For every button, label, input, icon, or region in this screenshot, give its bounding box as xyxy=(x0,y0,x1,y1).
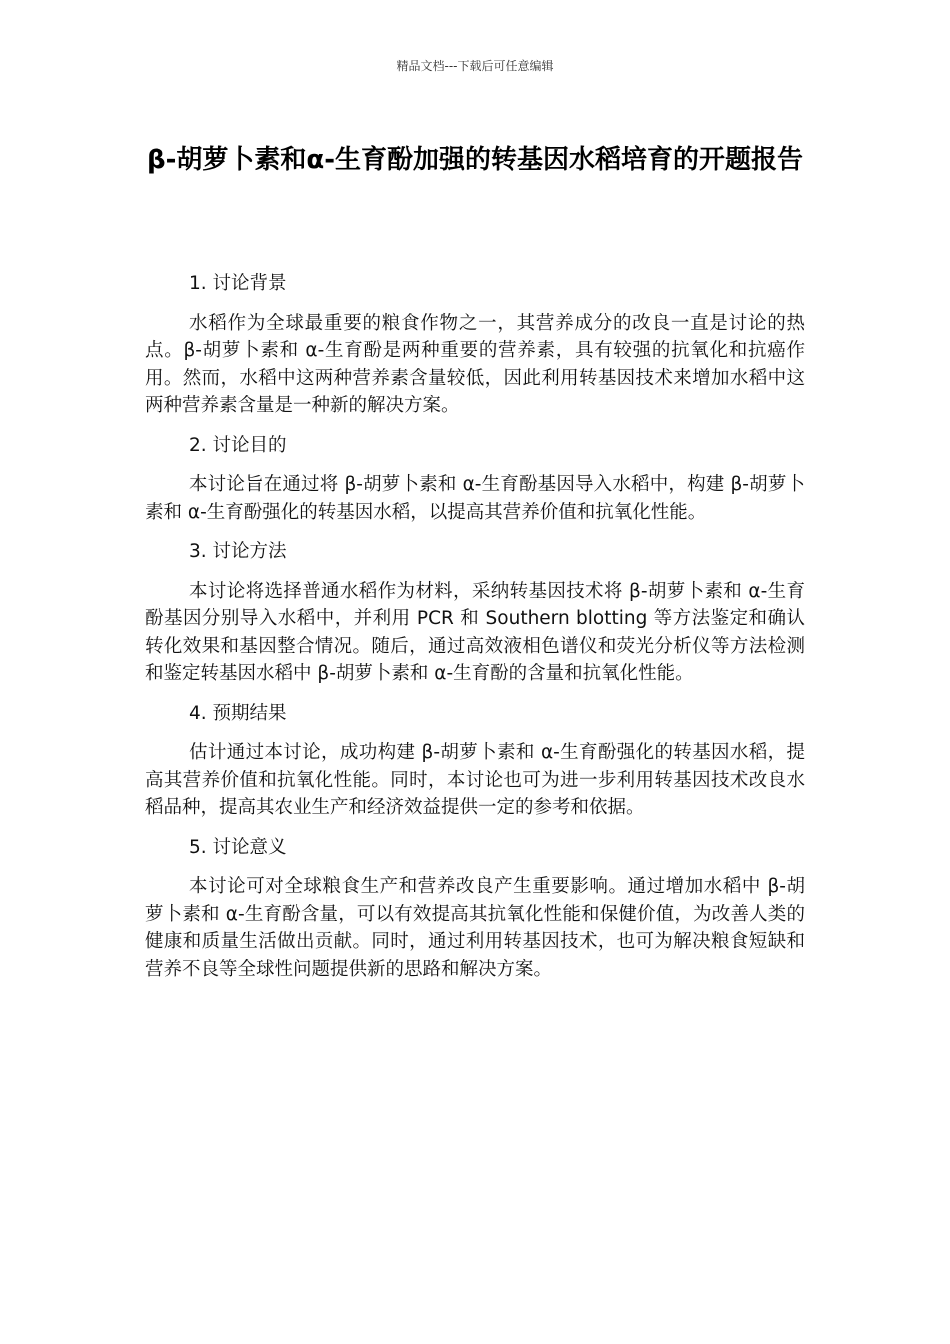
document-title: β-胡萝卜素和α-生育酚加强的转基因水稻培育的开题报告 xyxy=(146,145,804,175)
section-body-expected-results: 估计通过本讨论，成功构建 β-胡萝卜素和 α-生育酚强化的转基因水稻，提高其营养价值和抗氧化性能。同时，本讨论也可为进一步利用转基因技术改良水稻品种，提高其农业生产和经济效益提供一定的参考和依据。 xyxy=(145,742,805,818)
section-body-significance: 本讨论可对全球粮食生产和营养改良产生重要影响。通过增加水稻中 β-胡萝卜素和 α-生育酚含量，可以有效提高其抗氧化性能和保健价值，为改善人类的健康和质量生活做出贡献。同时，通过利用转基因技术，也可为解决粮食短缺和营养不良等全球性问题提供新的思路和解决方案。 xyxy=(145,876,805,980)
section-heading-method: 3. 讨论方法 xyxy=(189,541,287,562)
document-body xyxy=(145,270,805,995)
section-heading-expected-results: 4. 预期结果 xyxy=(189,702,287,724)
page-header: 精品文档---下载后可任意编辑 xyxy=(396,59,554,73)
section-heading-objective: 2. 讨论目的 xyxy=(189,434,287,456)
section-heading-significance: 5. 讨论意义 xyxy=(189,836,287,858)
section-body-objective: 本讨论旨在通过将 β-胡萝卜素和 α-生育酚基因导入水稻中，构建 β-胡萝卜素和 α-生育酚强化的转基因水稻，以提高其营养价值和抗氧化性能。 xyxy=(145,474,805,523)
section-body-method: 本讨论将选择普通水稻作为材料，采纳转基因技术将 β-胡萝卜素和 α-生育酚基因分别导入水稻中，并利用 PCR 和 Southern blotting 等方法鉴定和确认转化效果和基因整合情况。随后，通过高效液相色谱仪和荧光分析仪等方法检测和鉴定转基因水稻中 β-胡萝卜素和 α-生育酚的含量和抗氧化性能。 xyxy=(145,580,805,684)
section-heading-background: 1. 讨论背景 xyxy=(189,273,287,294)
section-body-background: 水稻作为全球最重要的粮食作物之一，其营养成分的改良一直是讨论的热点。β-胡萝卜素和 α-生育酚是两种重要的营养素，具有较强的抗氧化和抗癌作用。然而，水稻中这两种营养素含量较低，因此利用转基因技术来增加水稻中这两种营养素含量是一种新的解决方案。 xyxy=(145,312,805,416)
